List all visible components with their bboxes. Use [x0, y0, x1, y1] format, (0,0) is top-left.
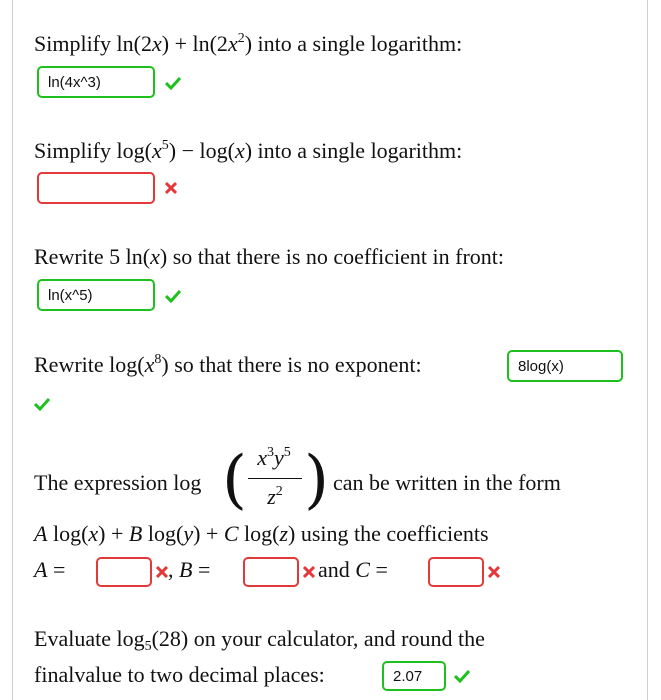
- q4-suffix: so that there is no exponent:: [168, 352, 422, 377]
- coefficient-b-input[interactable]: [243, 557, 299, 587]
- question-6-line1: Evaluate $\log_5(28)$ on your calculator, and round the: [34, 626, 485, 654]
- q1-prefix: Simplify: [34, 31, 117, 56]
- q2-answer-input[interactable]: [37, 172, 155, 204]
- question-2-text: Simplify $\log(x^5) - \log(x)$ into a single logarithm:: [34, 138, 463, 163]
- q1-suffix: into a single logarithm:: [252, 31, 463, 56]
- q3-prefix: Rewrite: [34, 244, 110, 269]
- question-6-line2: finalvalue to two decimal places:: [34, 662, 325, 687]
- q5-suffix: can be written in the form: [333, 470, 561, 495]
- question-3-text: Rewrite 5 ln(x) so that there is no coefficient in front:: [34, 244, 505, 269]
- q6-prefix: Evaluate: [34, 626, 117, 651]
- q5-a-label: A =: [34, 557, 66, 582]
- q2-suffix: into a single logarithm:: [252, 138, 463, 163]
- fraction-bar: [248, 478, 302, 479]
- left-paren: (: [222, 443, 247, 517]
- q5-prefix: The expression log: [34, 470, 202, 495]
- q3-suffix: so that there is no coefficient in front:: [167, 244, 505, 269]
- checkmark-icon: [34, 397, 50, 411]
- x-mark-icon: [303, 566, 315, 578]
- right-paren: ): [304, 443, 329, 517]
- q5-numerator: $x^3y^5$: [257, 445, 291, 470]
- q5-c-label: and C =: [318, 557, 388, 582]
- question-1-text: Simplify $\ln(2x) + \ln(2x^2)$ into a single logarithm:: [34, 31, 463, 56]
- x-mark-icon: [488, 566, 500, 578]
- coefficient-c-input[interactable]: [428, 557, 484, 587]
- q1-answer-input[interactable]: [37, 66, 155, 98]
- q6-suffix: on your calculator, and round the: [188, 626, 485, 651]
- q4-answer-input[interactable]: [507, 350, 623, 382]
- q3-answer-input[interactable]: [37, 279, 155, 311]
- coefficient-a-input[interactable]: [96, 557, 152, 587]
- x-mark-icon: [156, 566, 168, 578]
- q5-denominator: $z^2$: [267, 484, 283, 509]
- checkmark-icon: [454, 669, 470, 683]
- checkmark-icon: [165, 289, 181, 303]
- q5-line2: A log(x) + B log(y) + C log(z) using the coefficients: [34, 521, 489, 546]
- question-4-text: Rewrite $\log(x^8)$ so that there is no exponent:: [34, 352, 422, 377]
- checkmark-icon: [165, 76, 181, 90]
- x-mark-icon: [165, 182, 177, 194]
- q6-answer-input[interactable]: [382, 661, 446, 691]
- q2-prefix: Simplify: [34, 138, 117, 163]
- q4-prefix: Rewrite: [34, 352, 110, 377]
- q5-b-label: , B =: [168, 557, 211, 582]
